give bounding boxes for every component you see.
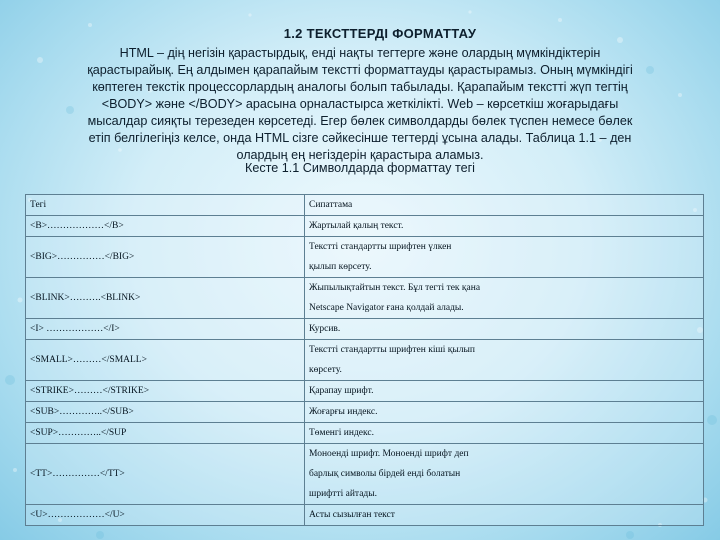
- tag-cell: <SUB>…………..</SUB>: [26, 402, 305, 423]
- desc-line: барлық символы бірдей енді болатын: [309, 469, 461, 479]
- paragraph-line: <BODY> және </BODY> арасына орналастырса жеткілікті. Web – көрсеткіш жоғарыдағы: [101, 97, 619, 111]
- desc-line: Текстті стандартты шрифтен үлкен: [309, 242, 452, 252]
- paragraph-line: олардың ең негіздерін қарастыра аламыз.: [236, 148, 484, 162]
- desc-line: Жартылай қалың текст.: [309, 221, 404, 231]
- desc-line: Жоғарғы индекс.: [309, 407, 378, 417]
- tag-cell: <BLINK>……….<BLINK>: [26, 278, 305, 319]
- table-row: [26, 444, 704, 505]
- table-row: [26, 423, 704, 444]
- desc-cell: [305, 505, 704, 526]
- desc-line: Төменгі индекс.: [309, 428, 374, 438]
- format-tags-table: [25, 194, 704, 526]
- desc-cell: [305, 216, 704, 237]
- desc-line: Жыпылықтайтын текст. Бұл тегті тек қана: [309, 283, 481, 293]
- paragraph-line: етіп белгілегіңіз келсе, онда HTML сізге сәйкесінше тегтерді ұсына алады. Таблица 1.1 – ден: [88, 131, 632, 145]
- section-heading: 1.2 ТЕКСТТЕРДІ ФОРМАТТАУ: [283, 26, 477, 41]
- tag-cell: <B>………………</B>: [26, 216, 305, 237]
- desc-line: көрсету.: [309, 365, 342, 375]
- desc-cell: [305, 402, 704, 423]
- desc-cell: [305, 423, 704, 444]
- tag-cell: <BIG>……………</BIG>: [26, 237, 305, 278]
- intro-paragraph: [0, 45, 720, 164]
- desc-line: шрифтті айтады.: [309, 489, 377, 499]
- tag-cell: <U>………………</U>: [26, 505, 305, 526]
- tag-cell: <I> ………………</I>: [26, 319, 305, 340]
- desc-cell: [305, 444, 704, 505]
- tag-cell: <SMALL>………</SMALL>: [26, 340, 305, 381]
- tag-cell: <SUP>…………..</SUP: [26, 423, 305, 444]
- desc-cell: [305, 237, 704, 278]
- desc-line: Қарапау шрифт.: [309, 386, 374, 396]
- paragraph-line: қарастырайық. Ең алдымен қарапайым текстті форматтауды қарастырамыз. Оның мүмкіндігі: [87, 63, 633, 77]
- tag-cell: <STRIKE>………</STRIKE>: [26, 381, 305, 402]
- table-header-row: [26, 195, 704, 216]
- table-row: [26, 381, 704, 402]
- table-caption: Кесте 1.1 Символдарда форматтау тегі: [245, 161, 475, 175]
- paragraph-line: HTML – дің негізін қарастырдық, енді нақты тегтерге және олардың мүмкіндіктерін: [119, 46, 601, 60]
- table-row: [26, 340, 704, 381]
- table-row: [26, 237, 704, 278]
- desc-cell: [305, 278, 704, 319]
- desc-line: қылып көрсету.: [309, 262, 372, 272]
- desc-line: Netscape Navigator ғана қолдай алады.: [309, 303, 464, 313]
- header-desc-cell: Сипаттама: [305, 195, 704, 216]
- paragraph-line: көптеген текстік процессорлардың аналогы болып табылады. Қарапайым текстті жүп тегтің: [92, 80, 628, 94]
- desc-cell: [305, 381, 704, 402]
- table-row: [26, 319, 704, 340]
- table-row: [26, 505, 704, 526]
- tag-cell: <TT>……………</TT>: [26, 444, 305, 505]
- table-row: [26, 402, 704, 423]
- desc-line: Текстті стандартты шрифтен кіші қылып: [309, 345, 476, 355]
- desc-line: Асты сызылған текст: [309, 510, 395, 520]
- desc-line: Курсив.: [309, 324, 341, 334]
- desc-line: Моноенді шрифт. Моноенді шрифт деп: [309, 449, 469, 459]
- desc-cell: [305, 319, 704, 340]
- paragraph-line: мысалдар сияқты терезеден көрсетеді. Егер бөлек символдарды бөлек түспен немесе бөлек: [87, 114, 633, 128]
- table-row: [26, 278, 704, 319]
- desc-cell: [305, 340, 704, 381]
- table-row: [26, 216, 704, 237]
- header-tag-cell: Тегі: [26, 195, 305, 216]
